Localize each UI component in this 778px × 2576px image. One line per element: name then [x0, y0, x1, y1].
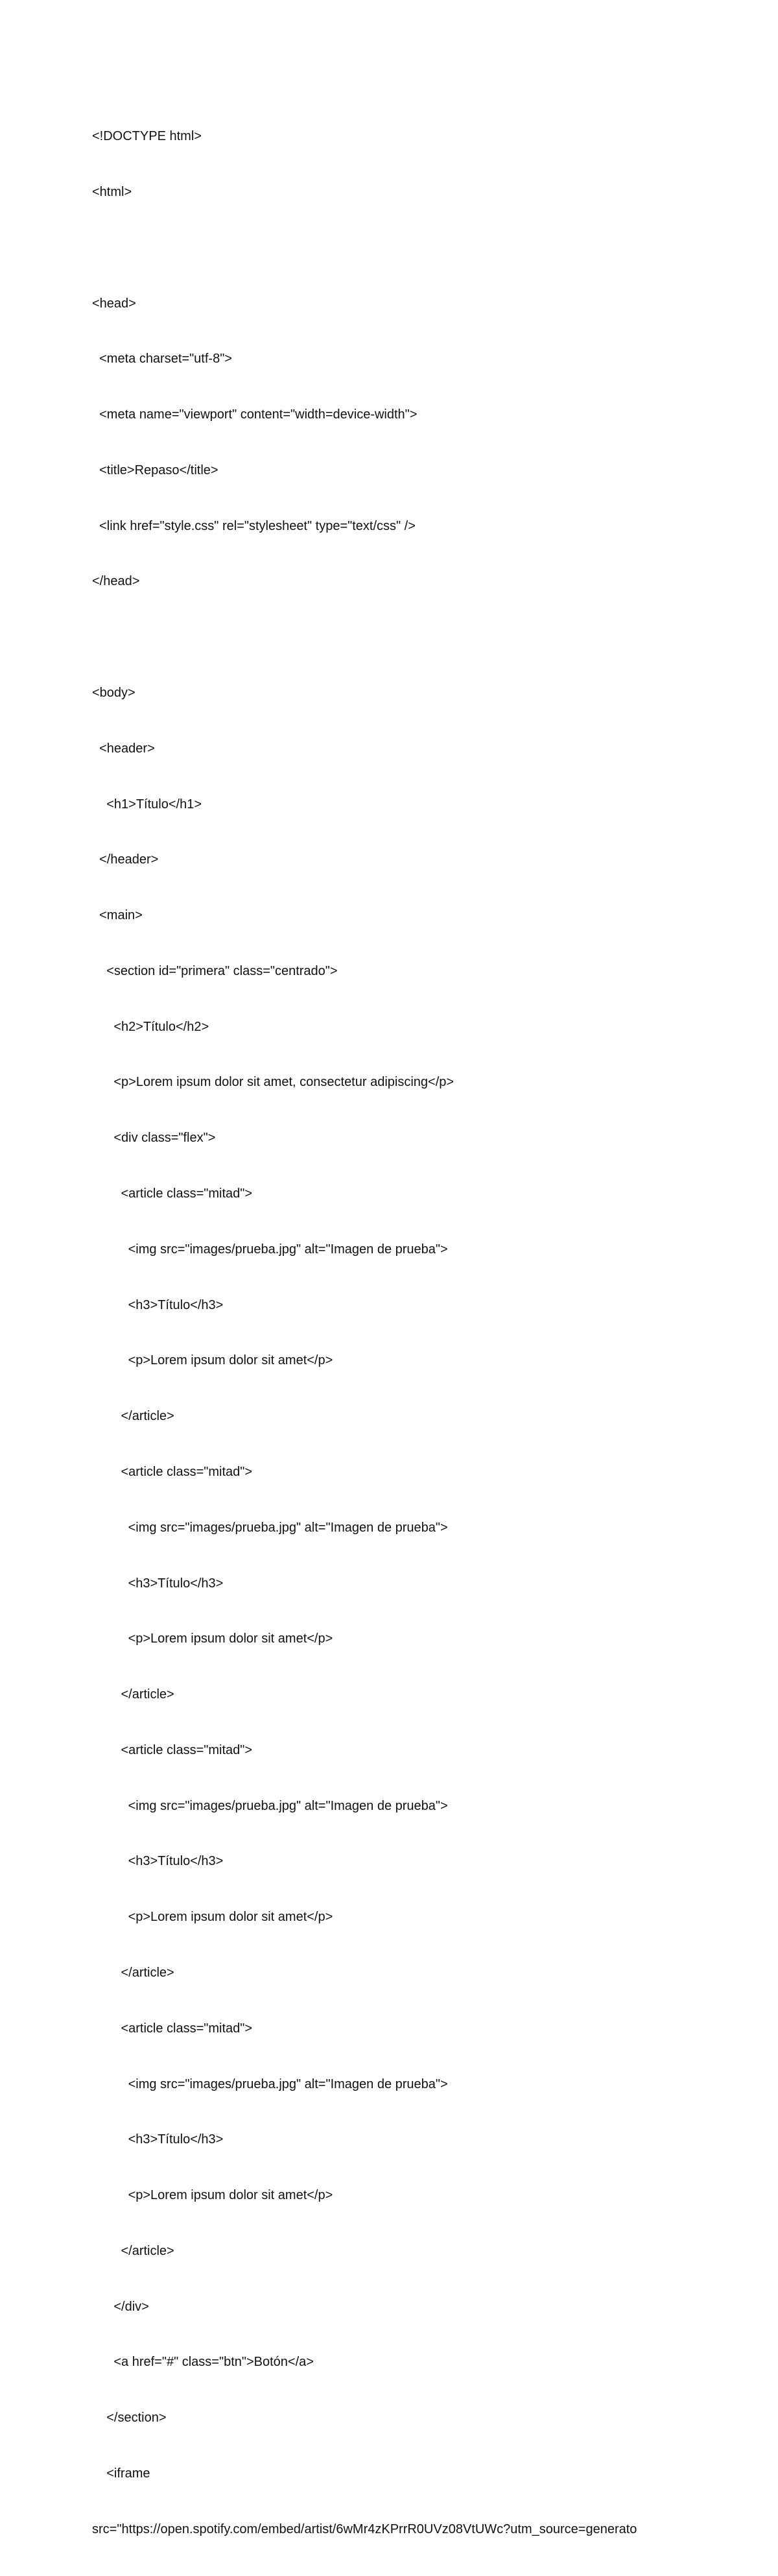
code-line-header-open: <header> [92, 741, 155, 756]
code-line-title: <title>Repaso</title> [92, 463, 218, 477]
code-line-h3: <h3>Título</h3> [92, 1854, 224, 1869]
code-line-article-close: </article> [92, 1687, 174, 1702]
code-line-head-open: <head> [92, 296, 136, 311]
code-line-div-close: </div> [92, 2299, 149, 2314]
code-line-section-close: </section> [92, 2411, 167, 2426]
code-line-article-paragraph: <p>Lorem ipsum dolor sit amet</p> [92, 1910, 333, 1925]
code-line-img: <img src="images/prueba.jpg" alt="Imagen de prueba"> [92, 1520, 448, 1535]
code-line-article-open: <article class="mitad"> [92, 2021, 253, 2036]
code-line-article-close: </article> [92, 2243, 174, 2258]
code-line-meta-viewport: <meta name="viewport" content="width=device-width"> [92, 407, 418, 422]
code-line-doctype: <!DOCTYPE html> [92, 129, 202, 144]
code-line-div-flex-open: <div class="flex"> [92, 1131, 216, 1146]
code-line-head-close: </head> [92, 574, 140, 589]
code-line-article-paragraph: <p>Lorem ipsum dolor sit amet</p> [92, 1353, 333, 1368]
code-line-blank [92, 628, 766, 647]
code-line-article-close: </article> [92, 1409, 174, 1424]
code-line-blank [92, 239, 766, 258]
code-line-article-close: </article> [92, 1965, 174, 1980]
code-line-iframe-src: src="https://open.spotify.com/embed/artist/6wMr4zKPrrR0UVz08VtUWc?utm_source=generato [92, 2522, 637, 2536]
code-line-article-open: <article class="mitad"> [92, 1186, 253, 1201]
code-line-meta-charset: <meta charset="utf-8"> [92, 352, 232, 367]
code-line-paragraph: <p>Lorem ipsum dolor sit amet, consectetur adipiscing</p> [92, 1075, 454, 1090]
code-line-article-open: <article class="mitad"> [92, 1742, 253, 1757]
code-line-section-open: <section id="primera" class="centrado"> [92, 963, 338, 978]
code-line-iframe-open: <iframe [92, 2466, 150, 2481]
code-line-h3: <h3>Título</h3> [92, 2132, 224, 2147]
code-line-html-open: <html> [92, 184, 132, 199]
code-line-h3: <h3>Título</h3> [92, 1297, 224, 1312]
code-line-article-paragraph: <p>Lorem ipsum dolor sit amet</p> [92, 1631, 333, 1646]
code-line-h2: <h2>Título</h2> [92, 1019, 209, 1034]
code-line-link-stylesheet: <link href="style.css" rel="stylesheet" type="text/css" /> [92, 518, 416, 533]
code-line-header-close: </header> [92, 852, 159, 867]
html-code-listing [92, 90, 766, 2576]
code-line-article-open: <article class="mitad"> [92, 1464, 253, 1479]
code-line-article-paragraph: <p>Lorem ipsum dolor sit amet</p> [92, 2188, 333, 2203]
code-line-h1: <h1>Título</h1> [92, 797, 202, 812]
code-line-img: <img src="images/prueba.jpg" alt="Imagen de prueba"> [92, 1798, 448, 1813]
code-line-body-open: <body> [92, 686, 136, 700]
code-line-main-open: <main> [92, 908, 143, 923]
code-line-anchor-button: <a href="#" class="btn">Botón</a> [92, 2355, 314, 2370]
code-line-h3: <h3>Título</h3> [92, 1576, 224, 1591]
code-line-img: <img src="images/prueba.jpg" alt="Imagen de prueba"> [92, 1242, 448, 1257]
code-line-img: <img src="images/prueba.jpg" alt="Imagen de prueba"> [92, 2076, 448, 2091]
